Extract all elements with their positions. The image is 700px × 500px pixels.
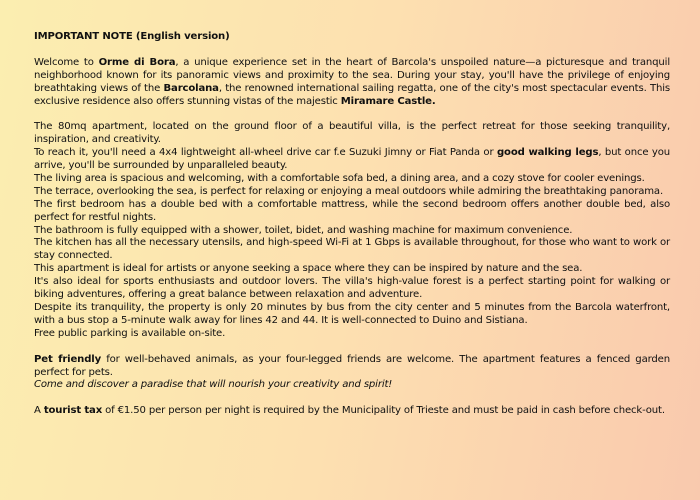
document-title: IMPORTANT NOTE (English version)	[34, 31, 230, 42]
spacer	[34, 341, 670, 354]
transport-paragraph: Despite its tranquility, the property is only 20 minutes by bus from the city center and 5 minutes from the Barcola waterfront, with a bus stop a 5-minute walk away for lines 42 and 44. It is well-connected to Duino and Sistiana.	[34, 302, 670, 326]
tax-text-1: A	[34, 405, 44, 417]
access-paragraph	[34, 147, 670, 173]
tax-text-2: of €1.50 per person per night is required by the Municipality of Trieste and must be paid in cash before check-out.	[102, 405, 665, 417]
bathroom-paragraph: The bathroom is fully equipped with a shower, toilet, bidet, and washing machine for maximum convenience.	[34, 224, 573, 236]
regatta-name: Barcolana	[163, 82, 219, 94]
terrace-paragraph: The terrace, overlooking the sea, is perfect for relaxing or enjoying a meal outdoors while admiring the breathtaking panorama.	[34, 185, 664, 197]
intro-paragraph	[34, 57, 670, 109]
artists-paragraph: This apartment is ideal for artists or anyone seeking a space where they can be inspired by nature and the sea.	[34, 263, 583, 275]
tax-paragraph	[34, 405, 670, 418]
intro-text-1: Welcome to	[34, 56, 99, 68]
spacer	[34, 392, 670, 405]
tagline: Come and discover a paradise that will nourish your creativity and spirit!	[34, 379, 393, 391]
pets-text: for well-behaved animals, as your four-legged friends are welcome. The apartment features a fenced garden perfect for pets.	[34, 353, 670, 378]
bedroom-paragraph: The first bedroom has a double bed with a comfortable mattress, while the second bedroom offers another double bed, also perfect for restful nights.	[34, 198, 670, 223]
intro-text-3: , the renowned international sailing regatta, one of the city's most spectacular events. This exclusive residence also offers stunning vistas of the majestic	[34, 82, 670, 107]
property-name: Orme di Bora	[98, 56, 176, 68]
living-paragraph: The living area is spacious and welcoming, with a comfortable sofa bed, a dining area, and a cozy stove for cooler evenings.	[34, 172, 645, 184]
pet-friendly-highlight: Pet friendly	[34, 353, 102, 365]
apartment-paragraph: The 80mq apartment, located on the ground floor of a beautiful villa, is the perfect retreat for those seeking tranquility, inspiration, and creativity.	[34, 121, 670, 146]
walking-legs-highlight: good walking legs	[496, 147, 599, 159]
kitchen-paragraph: The kitchen has all the necessary utensils, and high-speed Wi-Fi at 1 Gbps is available throughout, for those who want to work or stay connected.	[34, 237, 670, 262]
document-body	[34, 31, 670, 418]
spacer	[34, 44, 670, 57]
intro-text-2: , a unique experience set in the heart of Barcola's unspoiled nature—a picturesque and tranquil neighborhood known for its panoramic views and proximity to the sea. During your stay, you'll have the privilege of enjoying breathtaking views of the	[34, 56, 670, 94]
tourist-tax-highlight: tourist tax	[43, 405, 103, 417]
parking-paragraph: Free public parking is available on-site.	[34, 327, 226, 339]
access-text-2: , but once you arrive, you'll be surrounded by unparalleled beauty.	[34, 147, 670, 172]
castle-name: Miramare Castle.	[340, 95, 436, 107]
pets-paragraph	[34, 354, 670, 380]
access-text-1: To reach it, you'll need a 4x4 lightweight all-wheel drive car f.e Suzuki Jimny or Fiat Panda or	[34, 147, 497, 159]
spacer	[34, 108, 670, 121]
sports-paragraph: It's also ideal for sports enthusiasts and outdoor lovers. The villa's high-value forest is a perfect starting point for walking or biking adventures, offering a great balance between relaxation and adventure.	[34, 276, 670, 301]
